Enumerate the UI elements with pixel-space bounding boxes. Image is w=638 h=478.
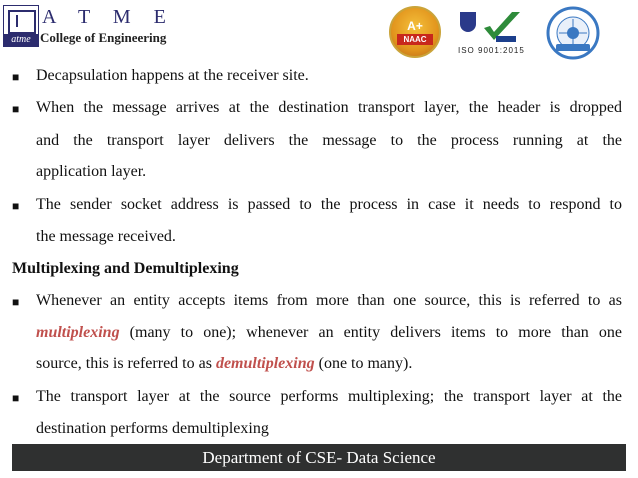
iso-label: ISO 9001:2015	[458, 46, 525, 55]
bullet-icon: ■	[12, 199, 20, 213]
iso-certification	[458, 10, 530, 58]
bullet-4-line-2	[36, 324, 622, 342]
college-name: College of Engineering	[40, 30, 167, 45]
bullet-5-line-2: destination performs demultiplexing	[36, 420, 269, 437]
naac-grade: A+	[407, 19, 423, 33]
bullet-icon: ■	[12, 70, 20, 84]
section-heading: Multiplexing and Demultiplexing	[12, 260, 239, 277]
bullet-3-line-2: the message received.	[36, 228, 176, 245]
term-demultiplexing: demultiplexing	[215, 355, 315, 372]
logo-text: atme	[4, 34, 38, 46]
footer-bar: Department of CSE- Data Science	[12, 444, 626, 471]
bullet-2-line-3: application layer.	[36, 163, 147, 180]
brand-name: A T M E	[42, 6, 175, 28]
bullet-4-line-3-pre: source, this is referred to as	[36, 355, 216, 372]
bullet-3-line-1: The sender socket address is passed to the process in case it needs to respond to	[36, 196, 622, 213]
slide-header	[0, 0, 638, 62]
bullet-4-line-2-rest: (many to one); whenever an entity delivers items to more than one	[119, 324, 622, 341]
bullet-4-line-3	[36, 355, 622, 373]
cse-data-science-seal-icon	[546, 6, 600, 60]
naac-label: NAAC	[397, 34, 433, 45]
bullet-5-line-1: The transport layer at the source performs multiplexing; the transport layer at the	[36, 388, 622, 405]
term-multiplexing: multiplexing	[36, 324, 120, 341]
naac-badge-icon	[389, 6, 441, 58]
bullet-4-line-3-post: (one to many).	[314, 355, 413, 372]
atme-logo	[3, 5, 39, 47]
bullet-1-line-1: Decapsulation happens at the receiver site.	[36, 67, 309, 84]
bullet-2-line-1: When the message arrives at the destination transport layer, the header is dropped	[36, 99, 622, 116]
bullet-icon: ■	[12, 391, 20, 405]
logo-emblem-icon	[8, 10, 36, 34]
bullet-icon: ■	[12, 102, 20, 116]
bullet-4-line-1: Whenever an entity accepts items from more than one source, this is referred to as	[36, 292, 622, 309]
bullet-icon: ■	[12, 295, 20, 309]
aja-checkmark-icon	[482, 10, 522, 44]
ukas-seal-icon	[460, 12, 476, 32]
bullet-2-line-2: and the transport layer delivers the message to the process running at the	[36, 132, 622, 149]
